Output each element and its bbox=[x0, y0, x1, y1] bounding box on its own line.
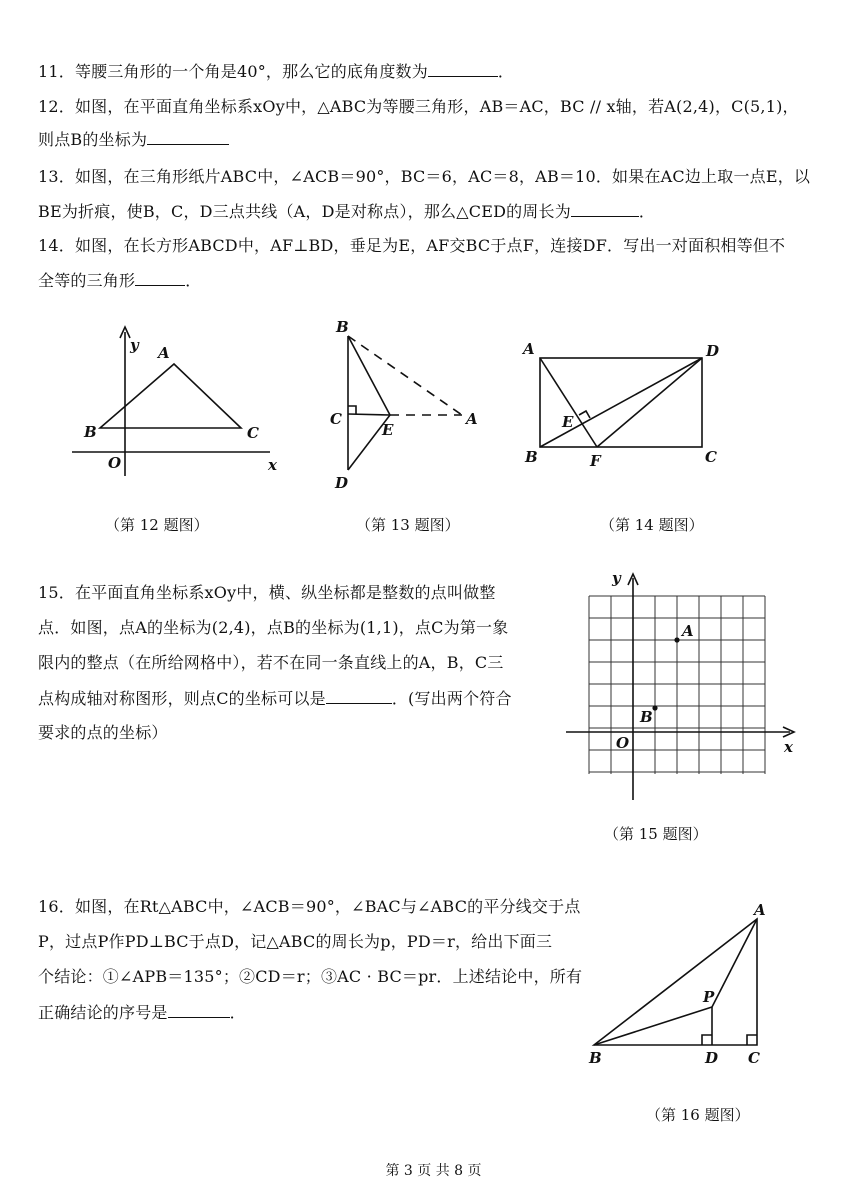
question-16-line-4-text: 正确结论的序号是 bbox=[38, 1003, 168, 1022]
fig16-label-p: P bbox=[703, 988, 715, 1006]
fig14-label-e: E bbox=[562, 413, 574, 431]
fig14-caption: （第 14 题图） bbox=[600, 516, 704, 534]
fig13-label-d: D bbox=[335, 474, 349, 492]
question-16-line-2: P，过点P作PD⊥BC于点D，记△ABC的周长为p，PD＝r，给出下面三 bbox=[38, 932, 553, 951]
fig16-line-ap bbox=[712, 919, 757, 1007]
fig12-label-a: A bbox=[158, 344, 170, 362]
question-15-line-1: 15．在平面直角坐标系xOy中，横、纵坐标都是整数的点叫做整 bbox=[38, 583, 496, 602]
question-14-end: ． bbox=[185, 271, 202, 290]
fig12-label-o: O bbox=[108, 454, 122, 472]
fig12-label-c: C bbox=[247, 424, 259, 442]
question-13-line-1: 13．如图，在三角形纸片ABC中，∠ACB＝90°，BC＝6，AC＝8，AB＝10．如果在AC边上取一点E，以 bbox=[38, 167, 811, 186]
question-15-line-4-text: 点构成轴对称图形，则点C的坐标可以是 bbox=[38, 689, 326, 708]
fig15-label-x: x bbox=[784, 738, 793, 756]
fig12-label-y: y bbox=[130, 336, 139, 354]
fig16-triangle-abc bbox=[594, 919, 757, 1045]
page-footer: 第 3 页 共 8 页 bbox=[385, 1163, 482, 1179]
fig15-label-a: A bbox=[682, 622, 694, 640]
fig12-label-b: B bbox=[84, 423, 97, 441]
fig15-caption: （第 15 题图） bbox=[604, 825, 708, 843]
fig13-label-e: E bbox=[382, 421, 394, 439]
fig16-line-bp bbox=[594, 1007, 712, 1045]
fig12-label-x: x bbox=[268, 456, 277, 474]
question-16-line-1: 16．如图，在Rt△ABC中，∠ACB＝90°，∠BAC与∠ABC的平分线交于点 bbox=[38, 897, 581, 916]
fig14-label-f: F bbox=[590, 452, 601, 470]
fig16-label-b: B bbox=[589, 1049, 602, 1067]
fig16-caption: （第 16 题图） bbox=[646, 1106, 750, 1124]
question-14-line-2-text: 全等的三角形 bbox=[38, 271, 136, 290]
fig14-label-a: A bbox=[523, 340, 535, 358]
fig13-label-c: C bbox=[330, 410, 342, 428]
question-12-line-1: 12．如图，在平面直角坐标系xOy中，△ABC为等腰三角形，AB＝AC，BC // x轴，若A(2,4)，C(5,1)， bbox=[38, 97, 799, 116]
fig14-label-c: C bbox=[705, 448, 717, 466]
fig13-label-b: B bbox=[336, 318, 349, 336]
fig16-right-angle-c bbox=[747, 1035, 757, 1045]
fig16-label-c: C bbox=[748, 1049, 760, 1067]
fig15-label-y: y bbox=[612, 569, 621, 587]
fig15-label-b: B bbox=[640, 708, 653, 726]
question-15-line-2: 点．如图，点A的坐标为(2,4)，点B的坐标为(1,1)，点C为第一象 bbox=[38, 618, 509, 637]
question-11-end: ． bbox=[497, 62, 515, 81]
fig13-caption: （第 13 题图） bbox=[356, 516, 460, 534]
question-14-line-1: 14．如图，在长方形ABCD中，AF⊥BD，垂足为E，AF交BC于点F，连接DF．写出一对面积相等但不 bbox=[38, 236, 786, 255]
question-13-line-2-text: BE为折痕，使B，C，D三点共线（A，D是对称点），那么△CED的周长为 bbox=[38, 202, 571, 221]
fig16-right-angle-d bbox=[702, 1035, 712, 1045]
question-16-line-3: 个结论：①∠APB＝135°；②CD＝r；③AC · BC＝pr．上述结论中，所有 bbox=[38, 967, 583, 986]
question-15-line-5: 要求的点的坐标） bbox=[38, 723, 168, 742]
question-15-line-3: 限内的整点（在所给网格中），若不在同一条直线上的A，B，C三 bbox=[38, 653, 504, 672]
question-11-text: 11．等腰三角形的一个角是40°，那么它的底角度数为 bbox=[38, 62, 428, 81]
fig14-label-d: D bbox=[706, 342, 720, 360]
question-15-line-4-end: ．(写出两个符合 bbox=[391, 689, 512, 708]
fig12-caption: （第 12 题图） bbox=[105, 516, 209, 534]
fig16-label-a: A bbox=[754, 901, 766, 919]
fig13-label-a: A bbox=[466, 410, 478, 428]
question-13-end: ． bbox=[638, 202, 656, 221]
question-12-line-2-text: 则点B的坐标为 bbox=[38, 130, 148, 149]
fig15-label-o: O bbox=[616, 734, 630, 752]
fig16-label-d: D bbox=[705, 1049, 719, 1067]
question-16-end: ． bbox=[229, 1003, 246, 1022]
fig14-label-b: B bbox=[525, 448, 538, 466]
